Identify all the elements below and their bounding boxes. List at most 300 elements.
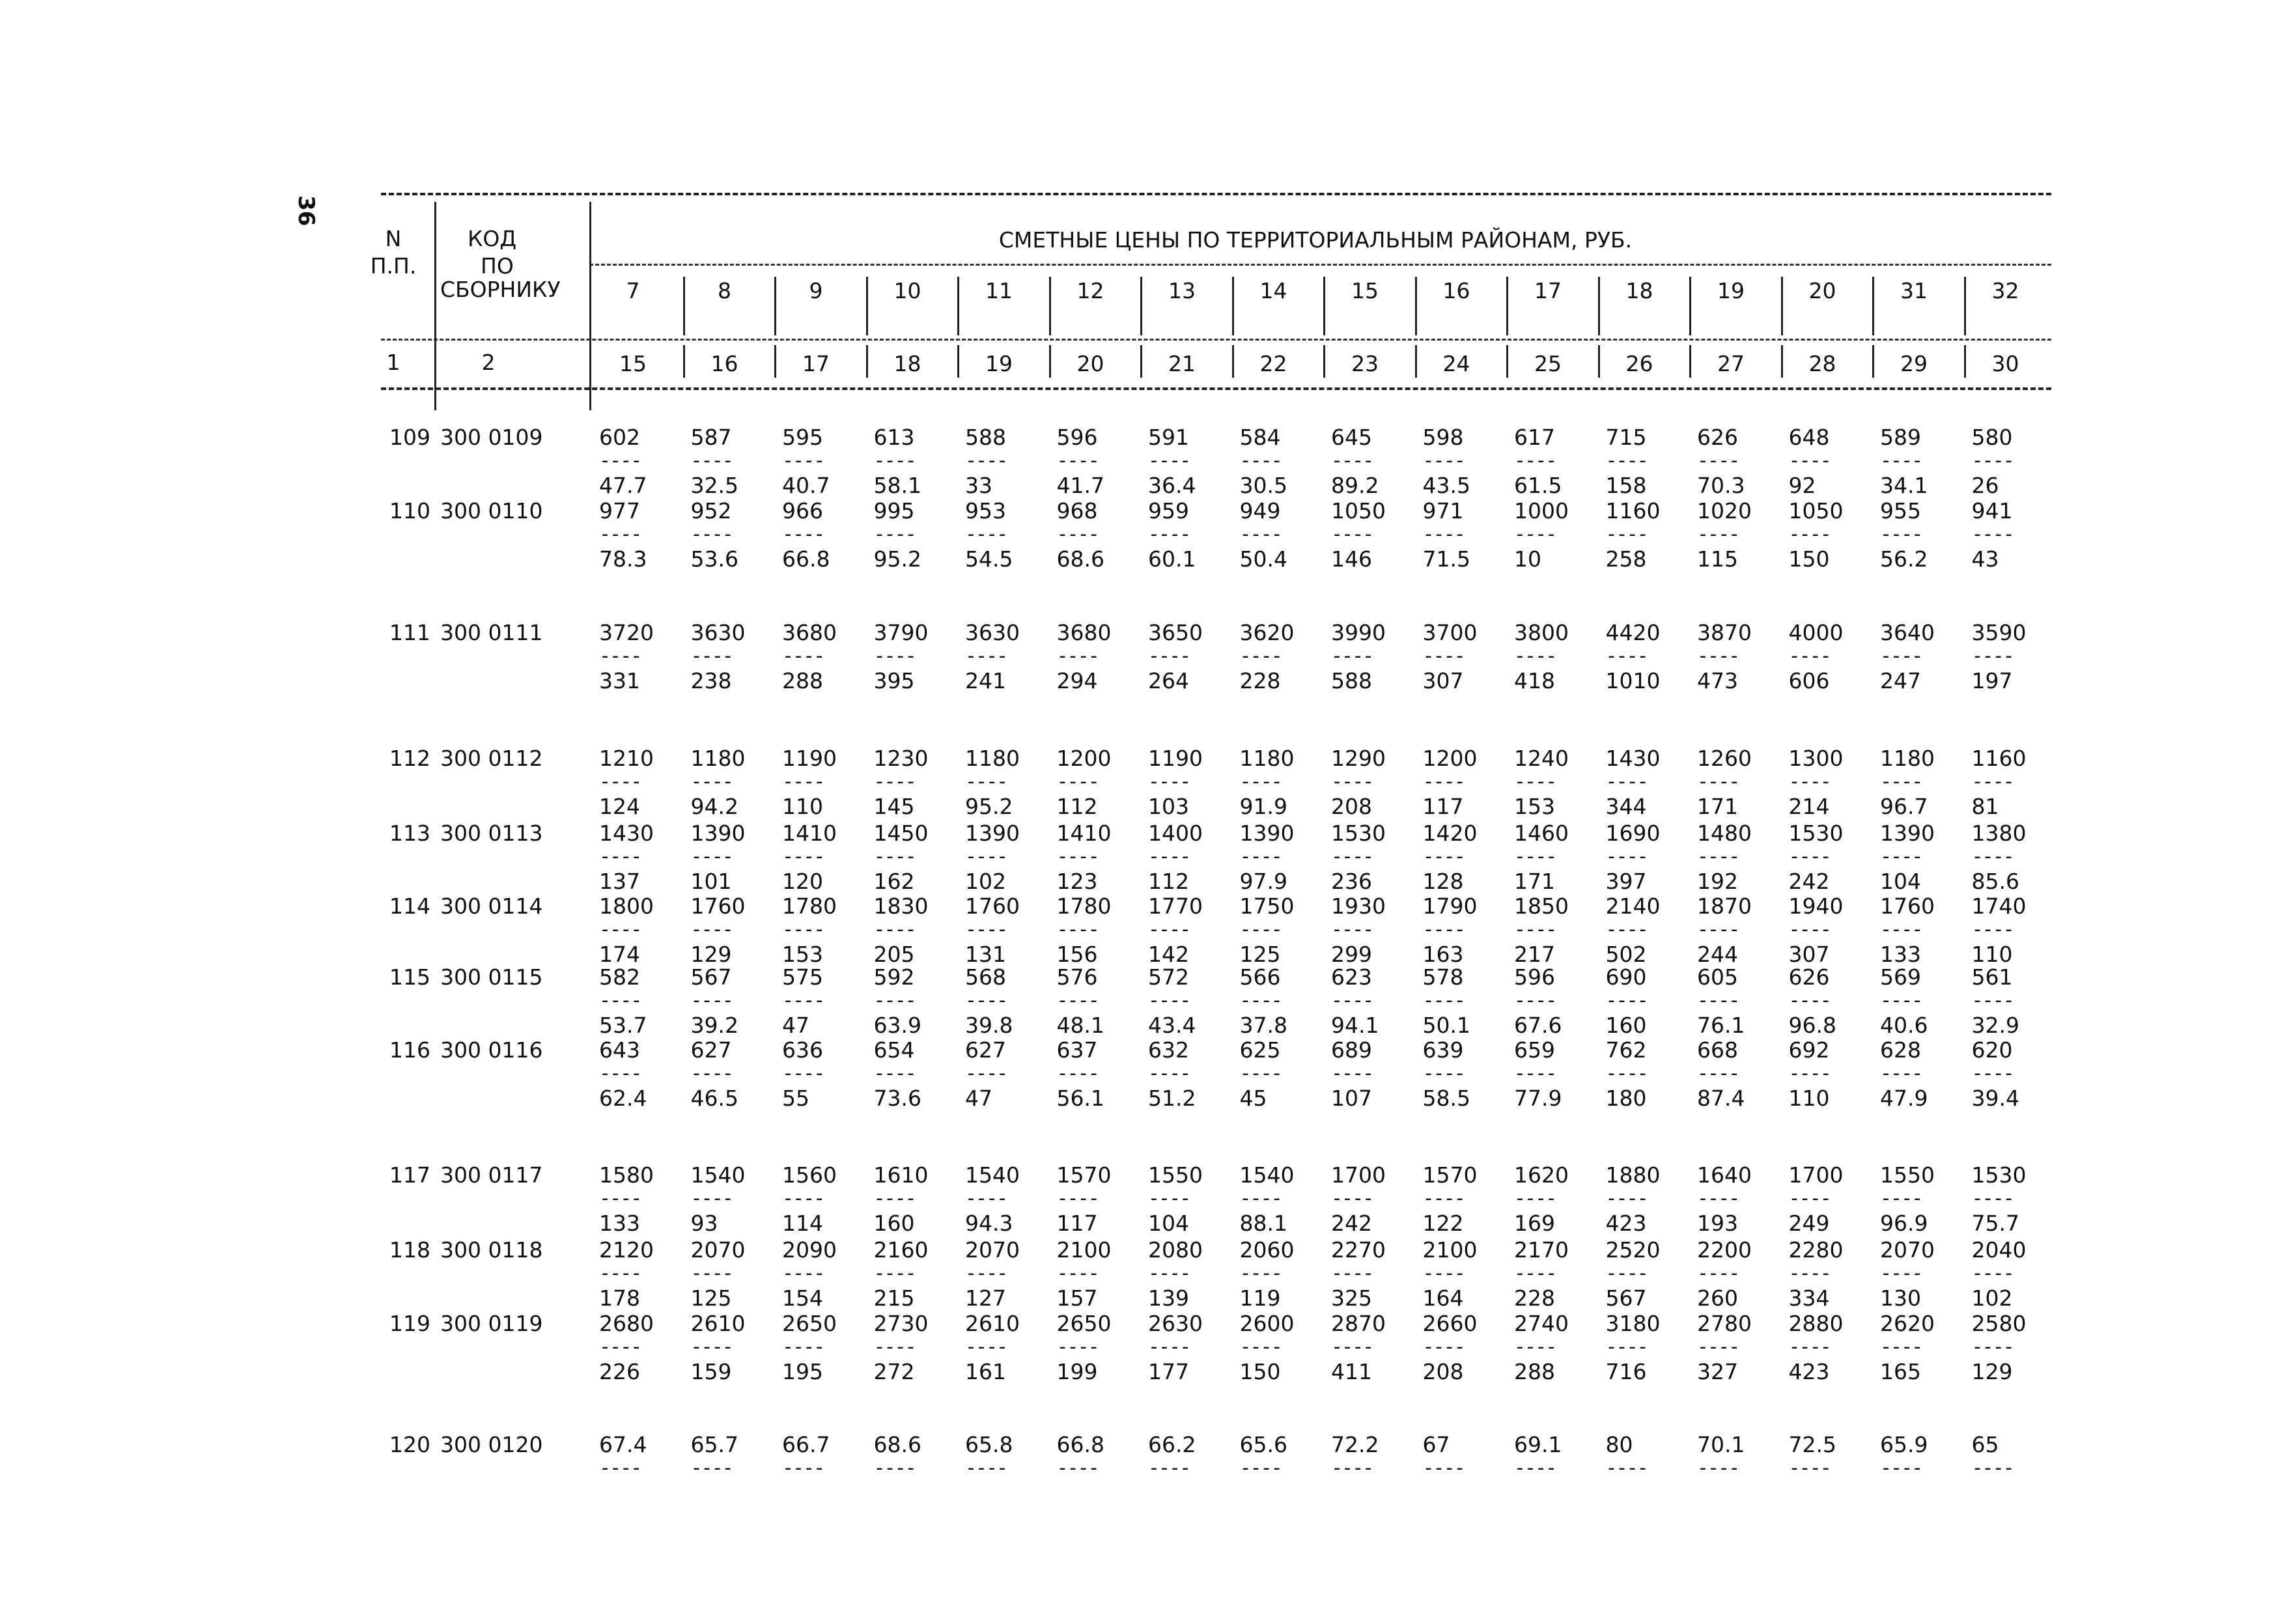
cell-top-value: 3620 [1239, 620, 1295, 645]
region-column-number: 27 [1717, 351, 1745, 376]
cell-top-value: 80 [1605, 1432, 1633, 1457]
cell-top-value: 2140 [1605, 893, 1661, 919]
fraction-line: ---- [1880, 449, 1922, 472]
fraction-line: ---- [873, 1062, 916, 1085]
fraction-line: ---- [1514, 918, 1556, 941]
fraction-line: ---- [1514, 1187, 1556, 1210]
region-number: 32 [1991, 278, 2019, 303]
row-code: 300 0111 [440, 620, 543, 645]
cell-top-value: 582 [599, 964, 640, 990]
fraction-line: ---- [1971, 523, 2014, 546]
cell-top-value: 1460 [1514, 820, 1569, 846]
fraction-line: ---- [1605, 1336, 1648, 1358]
region-number: 12 [1076, 278, 1104, 303]
cell-top-value: 1570 [1422, 1162, 1478, 1188]
fraction-line: ---- [1697, 918, 1739, 941]
cell-bottom-value: 154 [782, 1285, 823, 1311]
cell-bottom-value: 169 [1514, 1211, 1555, 1236]
cell-top-value: 3700 [1422, 620, 1478, 645]
cell-bottom-value: 112 [1056, 794, 1098, 819]
cell-top-value: 68.6 [873, 1432, 921, 1457]
cell-top-value: 65.8 [965, 1432, 1013, 1457]
cell-top-value: 1760 [1880, 893, 1935, 919]
region-divider [1415, 277, 1417, 335]
cell-bottom-value: 127 [965, 1285, 1006, 1311]
cell-bottom-value: 228 [1514, 1285, 1555, 1311]
cell-top-value: 1430 [1605, 746, 1661, 771]
fraction-line: ---- [1148, 1187, 1190, 1210]
cell-top-value: 1390 [690, 820, 746, 846]
cell-top-value: 1700 [1788, 1162, 1844, 1188]
cell-top-value: 567 [690, 964, 732, 990]
cell-top-value: 67 [1422, 1432, 1450, 1457]
region-divider [1140, 345, 1142, 378]
region-divider [1232, 345, 1234, 378]
cell-bottom-value: 418 [1514, 668, 1555, 693]
fraction-line: ---- [1971, 1262, 2014, 1285]
cell-bottom-value: 325 [1331, 1285, 1372, 1311]
cell-bottom-value: 94.1 [1331, 1013, 1379, 1038]
fraction-line: ---- [965, 918, 1007, 941]
cell-top-value: 623 [1331, 964, 1372, 990]
fraction-line: ---- [782, 989, 824, 1012]
row-code: 300 0114 [440, 893, 543, 919]
fraction-line: ---- [1880, 770, 1922, 793]
region-divider [1140, 277, 1142, 335]
fraction-line: ---- [1605, 1262, 1648, 1285]
cell-bottom-value: 423 [1605, 1211, 1647, 1236]
cell-top-value: 3870 [1697, 620, 1752, 645]
cell-top-value: 1530 [1788, 820, 1844, 846]
fraction-line: ---- [1148, 645, 1190, 667]
cell-top-value: 561 [1971, 964, 2013, 990]
cell-top-value: 1200 [1056, 746, 1112, 771]
cell-top-value: 591 [1148, 425, 1189, 450]
region-number: 13 [1168, 278, 1196, 303]
fraction-line: ---- [1056, 1336, 1099, 1358]
cell-bottom-value: 307 [1788, 942, 1830, 967]
fraction-line: ---- [873, 1187, 916, 1210]
fraction-line: ---- [1971, 989, 2014, 1012]
cell-top-value: 1700 [1331, 1162, 1386, 1188]
cell-bottom-value: 193 [1697, 1211, 1738, 1236]
fraction-line: ---- [965, 449, 1007, 472]
region-column-number: 29 [1900, 351, 1928, 376]
cell-bottom-value: 264 [1148, 668, 1189, 693]
cell-bottom-value: 56.1 [1056, 1085, 1104, 1111]
cell-bottom-value: 119 [1239, 1285, 1281, 1311]
fraction-line: ---- [690, 1336, 733, 1358]
cell-bottom-value: 124 [599, 794, 640, 819]
fraction-line: ---- [1056, 523, 1099, 546]
cell-bottom-value: 130 [1880, 1285, 1921, 1311]
fraction-line: ---- [965, 989, 1007, 1012]
cell-bottom-value: 58.5 [1422, 1085, 1470, 1111]
region-column-number: 23 [1351, 351, 1379, 376]
cell-bottom-value: 133 [599, 1211, 640, 1236]
cell-top-value: 1240 [1514, 746, 1569, 771]
cell-bottom-value: 107 [1331, 1085, 1372, 1111]
row-number: 115 [389, 964, 430, 990]
cell-top-value: 2880 [1788, 1311, 1844, 1336]
cell-bottom-value: 157 [1056, 1285, 1098, 1311]
fraction-line: ---- [1971, 770, 2014, 793]
cell-top-value: 66.8 [1056, 1432, 1104, 1457]
fraction-line: ---- [782, 845, 824, 868]
fraction-line: ---- [1971, 1062, 2014, 1085]
cell-bottom-value: 716 [1605, 1359, 1647, 1384]
cell-bottom-value: 139 [1148, 1285, 1189, 1311]
cell-bottom-value: 51.2 [1148, 1085, 1196, 1111]
cell-bottom-value: 110 [1971, 942, 2013, 967]
fraction-line: ---- [1971, 449, 2014, 472]
cell-bottom-value: 96.7 [1880, 794, 1928, 819]
cell-top-value: 977 [599, 498, 640, 524]
row-number: 109 [389, 425, 430, 450]
region-divider [866, 345, 868, 378]
cell-top-value: 668 [1697, 1037, 1738, 1063]
fraction-line: ---- [599, 645, 641, 667]
cell-bottom-value: 94.3 [965, 1211, 1013, 1236]
cell-bottom-value: 397 [1605, 869, 1647, 894]
fraction-line: ---- [599, 845, 641, 868]
cell-top-value: 3800 [1514, 620, 1569, 645]
header-bottom-rule [381, 387, 2051, 390]
cell-bottom-value: 125 [690, 1285, 732, 1311]
cell-top-value: 589 [1880, 425, 1921, 450]
cell-top-value: 1800 [599, 893, 654, 919]
fraction-line: ---- [690, 1262, 733, 1285]
cell-top-value: 2120 [599, 1237, 654, 1263]
region-divider [1872, 277, 1874, 335]
fraction-line: ---- [1239, 449, 1282, 472]
cell-top-value: 3590 [1971, 620, 2027, 645]
cell-top-value: 3720 [599, 620, 654, 645]
cell-top-value: 2200 [1697, 1237, 1752, 1263]
cell-bottom-value: 160 [873, 1211, 915, 1236]
region-column-number: 17 [802, 351, 830, 376]
region-number: 17 [1534, 278, 1562, 303]
fraction-line: ---- [1422, 770, 1465, 793]
fraction-line: ---- [1331, 1336, 1373, 1358]
cell-bottom-value: 30.5 [1239, 473, 1287, 498]
fraction-line: ---- [873, 989, 916, 1012]
fraction-line: ---- [1971, 1457, 2014, 1479]
cell-bottom-value: 89.2 [1331, 473, 1379, 498]
region-divider [1506, 345, 1508, 378]
cell-top-value: 2600 [1239, 1311, 1295, 1336]
cell-top-value: 1000 [1514, 498, 1569, 524]
fraction-line: ---- [1697, 1062, 1739, 1085]
cell-top-value: 4420 [1605, 620, 1661, 645]
fraction-line: ---- [1880, 845, 1922, 868]
cell-top-value: 1580 [599, 1162, 654, 1188]
cell-top-value: 602 [599, 425, 640, 450]
fraction-line: ---- [1697, 1262, 1739, 1285]
cell-top-value: 2060 [1239, 1237, 1295, 1263]
fraction-line: ---- [1697, 989, 1739, 1012]
fraction-line: ---- [1514, 1262, 1556, 1285]
fraction-line: ---- [1056, 1062, 1099, 1085]
cell-top-value: 627 [690, 1037, 732, 1063]
row-code: 300 0117 [440, 1162, 543, 1188]
fraction-line: ---- [873, 845, 916, 868]
cell-bottom-value: 162 [873, 869, 915, 894]
fraction-line: ---- [1148, 1262, 1190, 1285]
cell-top-value: 588 [965, 425, 1006, 450]
row-number: 120 [389, 1432, 430, 1457]
fraction-line: ---- [782, 918, 824, 941]
fraction-line: ---- [1605, 1062, 1648, 1085]
fraction-line: ---- [1422, 645, 1465, 667]
cell-bottom-value: 174 [599, 942, 640, 967]
cell-bottom-value: 102 [965, 869, 1006, 894]
cell-top-value: 1540 [1239, 1162, 1295, 1188]
cell-top-value: 1610 [873, 1162, 929, 1188]
cell-bottom-value: 137 [599, 869, 640, 894]
cell-bottom-value: 78.3 [599, 546, 647, 572]
fraction-line: ---- [1514, 1457, 1556, 1479]
cell-bottom-value: 171 [1514, 869, 1555, 894]
cell-bottom-value: 110 [1788, 1085, 1830, 1111]
fraction-line: ---- [1971, 645, 2014, 667]
cell-top-value: 995 [873, 498, 915, 524]
cell-top-value: 576 [1056, 964, 1098, 990]
cell-bottom-value: 129 [690, 942, 732, 967]
fraction-line: ---- [1697, 1187, 1739, 1210]
cell-bottom-value: 208 [1331, 794, 1372, 819]
cell-bottom-value: 215 [873, 1285, 915, 1311]
cell-bottom-value: 43.5 [1422, 473, 1470, 498]
cell-bottom-value: 88.1 [1239, 1211, 1287, 1236]
fraction-line: ---- [1880, 989, 1922, 1012]
cell-bottom-value: 249 [1788, 1211, 1830, 1236]
fraction-line: ---- [1422, 523, 1465, 546]
cell-top-value: 955 [1880, 498, 1921, 524]
cell-bottom-value: 588 [1331, 668, 1372, 693]
fraction-line: ---- [1880, 1457, 1922, 1479]
region-column-number: 19 [985, 351, 1013, 376]
cell-top-value: 1480 [1697, 820, 1752, 846]
fraction-line: ---- [1880, 1062, 1922, 1085]
region-divider [1689, 277, 1691, 335]
cell-bottom-value: 71.5 [1422, 546, 1470, 572]
cell-top-value: 3630 [965, 620, 1020, 645]
cell-top-value: 1050 [1788, 498, 1844, 524]
cell-bottom-value: 344 [1605, 794, 1647, 819]
fraction-line: ---- [1514, 645, 1556, 667]
cell-bottom-value: 158 [1605, 473, 1647, 498]
cell-bottom-value: 128 [1422, 869, 1464, 894]
fraction-line: ---- [965, 1187, 1007, 1210]
cell-top-value: 1760 [690, 893, 746, 919]
fraction-line: ---- [1331, 845, 1373, 868]
cell-top-value: 1550 [1148, 1162, 1203, 1188]
fraction-line: ---- [690, 1187, 733, 1210]
fraction-line: ---- [690, 845, 733, 868]
cell-bottom-value: 40.6 [1880, 1013, 1928, 1038]
cell-top-value: 1550 [1880, 1162, 1935, 1188]
cell-bottom-value: 117 [1056, 1211, 1098, 1236]
cell-top-value: 69.1 [1514, 1432, 1562, 1457]
region-number: 9 [809, 278, 823, 303]
cell-top-value: 595 [782, 425, 823, 450]
cell-bottom-value: 159 [690, 1359, 732, 1384]
cell-top-value: 1870 [1697, 893, 1752, 919]
fraction-line: ---- [1056, 989, 1099, 1012]
cell-bottom-value: 104 [1148, 1211, 1189, 1236]
cell-top-value: 70.1 [1697, 1432, 1745, 1457]
fraction-line: ---- [1239, 918, 1282, 941]
cell-bottom-value: 163 [1422, 942, 1464, 967]
cell-top-value: 65.6 [1239, 1432, 1287, 1457]
row-code: 300 0118 [440, 1237, 543, 1263]
header-title: СМЕТНЫЕ ЦЕНЫ ПО ТЕРРИТОРИАЛЬНЫМ РАЙОНАМ, РУБ. [998, 227, 1633, 253]
fraction-line: ---- [1422, 1062, 1465, 1085]
cell-top-value: 1540 [690, 1162, 746, 1188]
cell-top-value: 2080 [1148, 1237, 1203, 1263]
row-code: 300 0110 [440, 498, 543, 524]
cell-top-value: 941 [1971, 498, 2013, 524]
fraction-line: ---- [1880, 523, 1922, 546]
cell-bottom-value: 47 [965, 1085, 992, 1111]
cell-bottom-value: 260 [1697, 1285, 1738, 1311]
fraction-line: ---- [1605, 989, 1648, 1012]
fraction-line: ---- [1697, 845, 1739, 868]
cell-bottom-value: 242 [1788, 869, 1830, 894]
cell-bottom-value: 114 [782, 1211, 823, 1236]
cell-bottom-value: 214 [1788, 794, 1830, 819]
fraction-line: ---- [1605, 449, 1648, 472]
cell-bottom-value: 125 [1239, 942, 1281, 967]
cell-top-value: 625 [1239, 1037, 1281, 1063]
cell-bottom-value: 96.8 [1788, 1013, 1836, 1038]
region-column-number: 24 [1442, 351, 1470, 376]
cell-bottom-value: 34.1 [1880, 473, 1928, 498]
header-code-3: СБОРНИКУ [440, 277, 561, 302]
region-divider [1689, 345, 1691, 378]
region-divider [1872, 345, 1874, 378]
cell-bottom-value: 307 [1422, 668, 1464, 693]
header-code-2: ПО [481, 253, 514, 279]
cell-top-value: 1190 [1148, 746, 1203, 771]
cell-top-value: 592 [873, 964, 915, 990]
header-number-rule [381, 339, 2051, 341]
fraction-line: ---- [1239, 1187, 1282, 1210]
region-divider [774, 345, 776, 378]
cell-top-value: 1540 [965, 1162, 1020, 1188]
fraction-line: ---- [1697, 770, 1739, 793]
fraction-line: ---- [1788, 770, 1831, 793]
cell-bottom-value: 68.6 [1056, 546, 1104, 572]
cell-bottom-value: 62.4 [599, 1085, 647, 1111]
cell-top-value: 637 [1056, 1037, 1098, 1063]
region-number: 15 [1351, 278, 1379, 303]
row-number: 117 [389, 1162, 430, 1188]
cell-top-value: 2630 [1148, 1311, 1203, 1336]
cell-top-value: 566 [1239, 964, 1281, 990]
fraction-line: ---- [965, 770, 1007, 793]
cell-top-value: 1290 [1331, 746, 1386, 771]
cell-top-value: 1260 [1697, 746, 1752, 771]
cell-bottom-value: 164 [1422, 1285, 1464, 1311]
fraction-line: ---- [1422, 1336, 1465, 1358]
fraction-line: ---- [1788, 918, 1831, 941]
row-number: 112 [389, 746, 430, 771]
cell-top-value: 949 [1239, 498, 1281, 524]
cell-bottom-value: 33 [965, 473, 992, 498]
row-code: 300 0112 [440, 746, 543, 771]
cell-top-value: 584 [1239, 425, 1281, 450]
fraction-line: ---- [1697, 523, 1739, 546]
region-divider [1049, 345, 1051, 378]
region-divider [1506, 277, 1508, 335]
fraction-line: ---- [1788, 645, 1831, 667]
cell-top-value: 3990 [1331, 620, 1386, 645]
fraction-line: ---- [782, 1336, 824, 1358]
cell-top-value: 605 [1697, 964, 1738, 990]
cell-top-value: 568 [965, 964, 1006, 990]
header-divider-1 [434, 202, 436, 410]
row-number: 119 [389, 1311, 430, 1336]
region-column-number: 30 [1991, 351, 2019, 376]
cell-top-value: 596 [1514, 964, 1555, 990]
cell-top-value: 3680 [782, 620, 837, 645]
fraction-line: ---- [1422, 1262, 1465, 1285]
cell-bottom-value: 171 [1697, 794, 1738, 819]
cell-bottom-value: 63.9 [873, 1013, 921, 1038]
cell-bottom-value: 327 [1697, 1359, 1738, 1384]
fraction-line: ---- [1880, 1187, 1922, 1210]
fraction-line: ---- [1056, 1457, 1099, 1479]
cell-bottom-value: 41.7 [1056, 473, 1104, 498]
fraction-line: ---- [873, 770, 916, 793]
fraction-line: ---- [1239, 1457, 1282, 1479]
fraction-line: ---- [1422, 449, 1465, 472]
cell-top-value: 1790 [1422, 893, 1478, 919]
cell-bottom-value: 66.8 [782, 546, 830, 572]
cell-bottom-value: 146 [1331, 546, 1372, 572]
cell-top-value: 3640 [1880, 620, 1935, 645]
cell-top-value: 1770 [1148, 893, 1203, 919]
fraction-line: ---- [1239, 645, 1282, 667]
cell-top-value: 1430 [599, 820, 654, 846]
region-divider [1415, 345, 1417, 378]
region-number: 11 [985, 278, 1013, 303]
cell-bottom-value: 238 [690, 668, 732, 693]
fraction-line: ---- [873, 523, 916, 546]
fraction-line: ---- [965, 523, 1007, 546]
cell-top-value: 1210 [599, 746, 654, 771]
cell-bottom-value: 294 [1056, 668, 1098, 693]
fraction-line: ---- [1788, 1262, 1831, 1285]
cell-bottom-value: 1010 [1605, 668, 1661, 693]
fraction-line: ---- [965, 1062, 1007, 1085]
cell-bottom-value: 208 [1422, 1359, 1464, 1384]
cell-top-value: 1530 [1971, 1162, 2027, 1188]
cell-top-value: 627 [965, 1037, 1006, 1063]
fraction-line: ---- [873, 918, 916, 941]
region-divider [1049, 277, 1051, 335]
fraction-line: ---- [1056, 1262, 1099, 1285]
fraction-line: ---- [690, 1457, 733, 1479]
fraction-line: ---- [1331, 918, 1373, 941]
fraction-line: ---- [1788, 449, 1831, 472]
cell-bottom-value: 423 [1788, 1359, 1830, 1384]
cell-top-value: 1160 [1605, 498, 1661, 524]
cell-bottom-value: 36.4 [1148, 473, 1196, 498]
cell-top-value: 1160 [1971, 746, 2027, 771]
